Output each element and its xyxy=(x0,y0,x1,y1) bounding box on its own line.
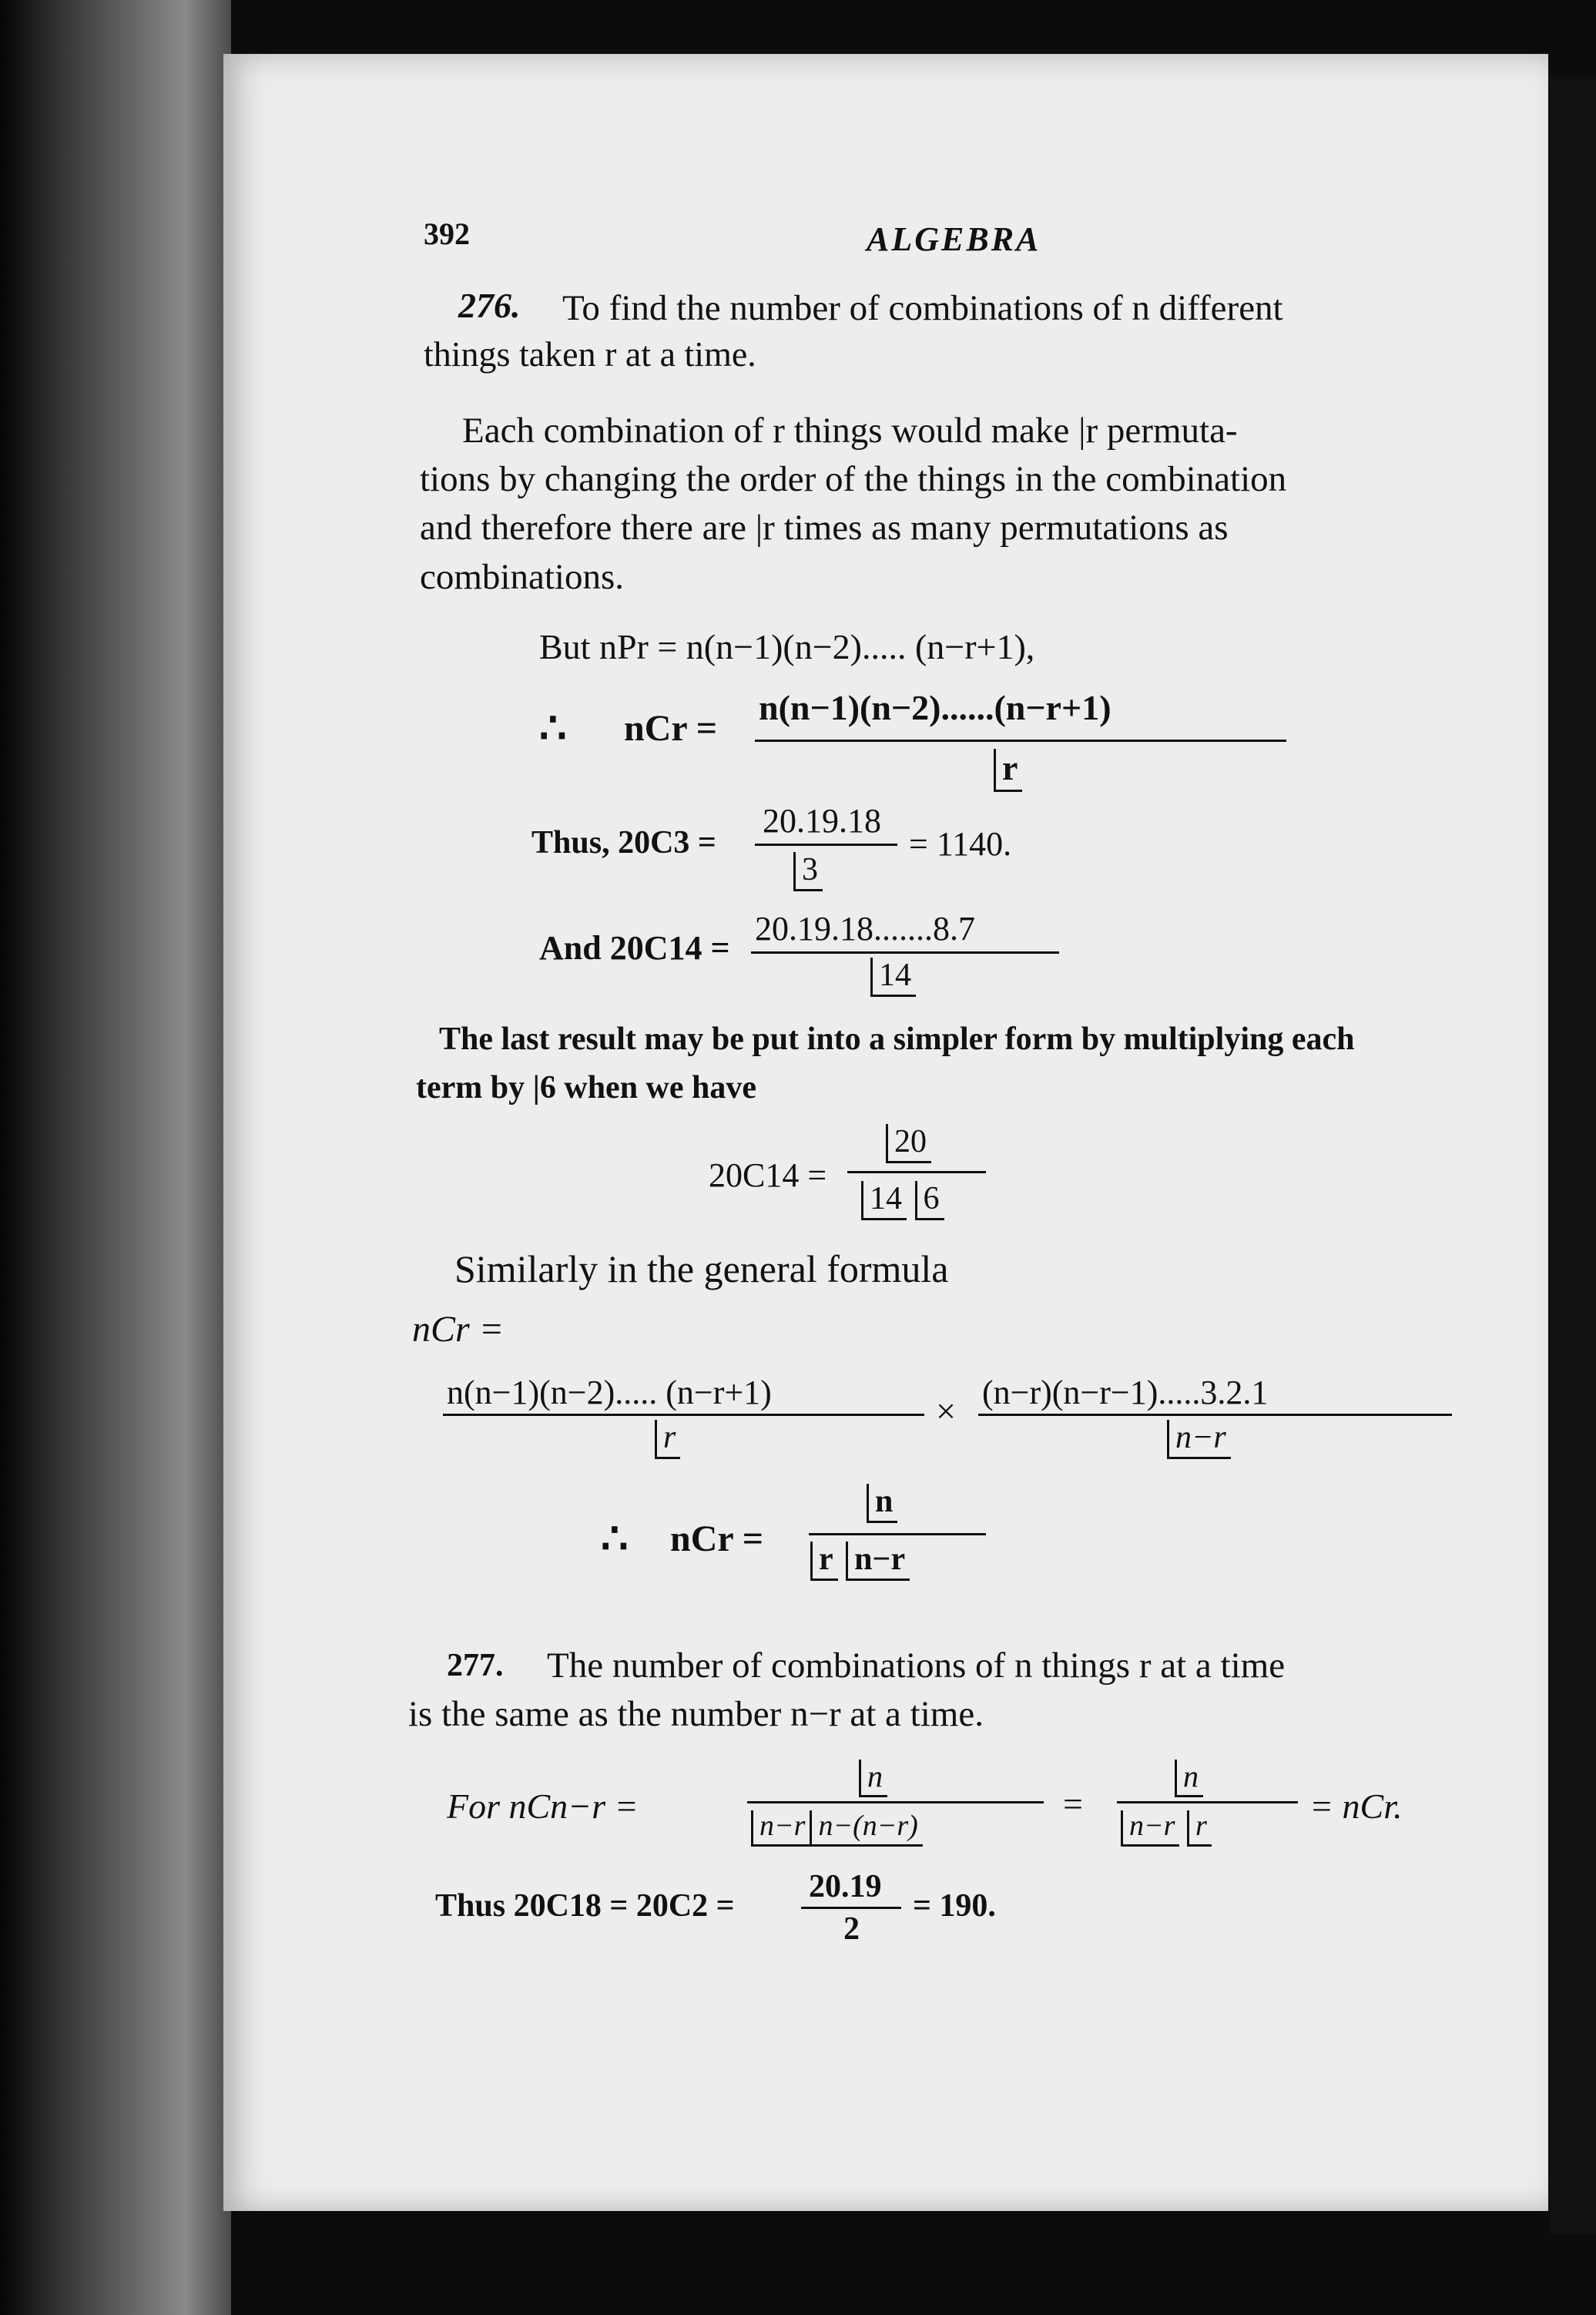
book-right-edge xyxy=(1550,77,1596,2234)
running-header: ALGEBRA xyxy=(867,220,1041,258)
and-numerator: 20.19.18.......8.7 xyxy=(755,910,975,948)
ncr-label: nCr = xyxy=(624,708,718,749)
final-fraction-bar xyxy=(809,1533,986,1535)
final-numerator: n xyxy=(867,1483,897,1523)
page-number: 392 xyxy=(424,216,470,251)
thus-277-result: = 190. xyxy=(913,1888,996,1924)
para-line-4: combinations. xyxy=(420,557,624,597)
thus-fraction-bar xyxy=(755,844,897,846)
c14-fraction-bar xyxy=(847,1171,986,1173)
for-numerator: n xyxy=(859,1758,887,1797)
general-numerator-1: n(n−1)(n−2)..... (n−r+1) xyxy=(447,1374,772,1411)
for-equals: = xyxy=(1063,1784,1083,1823)
section-number-277: 277. xyxy=(447,1648,504,1683)
thus-label: Thus, 20C3 = xyxy=(531,825,716,861)
section-276-heading-line-2: things taken r at a time. xyxy=(424,334,756,374)
for-denominator-2: n−r r xyxy=(1121,1809,1212,1847)
thus-277-label: Thus 20C18 = 20C2 = xyxy=(435,1888,735,1924)
ncr-denominator: r xyxy=(994,747,1022,792)
thus-result: = 1140. xyxy=(909,825,1012,863)
c14-numerator: 20 xyxy=(886,1123,931,1163)
general-denominator-2: n−r xyxy=(1167,1419,1231,1459)
section-number-276: 276. xyxy=(458,286,521,325)
and-label: And 20C14 = xyxy=(539,929,730,967)
c14-denominator: 14 6 xyxy=(861,1180,944,1220)
for-fraction-bar-1 xyxy=(747,1801,1044,1803)
para-line-3: and therefore there are |r times as many permutations as xyxy=(420,508,1229,548)
thus-denominator: 3 xyxy=(793,851,823,891)
general-fraction-bar-2 xyxy=(978,1414,1452,1416)
general-numerator-2: (n−r)(n−r−1).....3.2.1 xyxy=(982,1374,1269,1411)
general-fraction-bar-1 xyxy=(443,1414,924,1416)
general-ncr-label: nCr = xyxy=(412,1309,505,1350)
last-result-line-1: The last result may be put into a simpler form by multiplying each xyxy=(439,1022,1355,1057)
for-result: = nCr. xyxy=(1309,1787,1403,1826)
thus-277-fraction-bar xyxy=(801,1907,901,1909)
para-line-1: Each combination of r things would make |r permuta- xyxy=(462,411,1238,451)
for-label: For nCn−r = xyxy=(447,1787,639,1826)
last-result-line-2: term by |6 when we have xyxy=(416,1070,757,1105)
for-denominator-1: n−r n−(n−r) xyxy=(751,1809,923,1847)
ncr-numerator: n(n−1)(n−2)......(n−r+1) xyxy=(759,688,1112,727)
thus-numerator: 20.19.18 xyxy=(763,802,881,840)
final-ncr-label: nCr = xyxy=(670,1518,764,1559)
thus-277-denominator: 2 xyxy=(843,1911,860,1947)
therefore-symbol: ∴ xyxy=(539,705,567,753)
section-276-heading-line-1: To find the number of combinations of n different xyxy=(562,288,1283,328)
section-277-line-1: The number of combinations of n things r at a time xyxy=(547,1646,1286,1686)
para-line-2: tions by changing the order of the things in the combination xyxy=(420,459,1287,499)
book-spine-edge xyxy=(0,0,231,2315)
book-page xyxy=(223,54,1548,2211)
and-fraction-bar xyxy=(751,951,1059,954)
final-therefore-symbol: ∴ xyxy=(601,1515,629,1563)
similarly-line: Similarly in the general formula xyxy=(454,1247,949,1290)
c14-label: 20C14 = xyxy=(709,1156,827,1194)
and-denominator: 14 xyxy=(870,957,916,997)
general-denominator-1: r xyxy=(655,1419,680,1459)
section-277-line-2: is the same as the number n−r at a time. xyxy=(408,1694,984,1734)
thus-277-numerator: 20.19 xyxy=(809,1869,882,1904)
but-line: But nPr = n(n−1)(n−2)..... (n−r+1), xyxy=(539,627,1035,666)
final-denominator: r n−r xyxy=(810,1541,910,1581)
for-fraction-bar-2 xyxy=(1117,1801,1298,1803)
times-symbol: × xyxy=(936,1391,956,1431)
ncr-fraction-bar xyxy=(755,740,1286,742)
for-numerator-2: n xyxy=(1175,1758,1203,1797)
